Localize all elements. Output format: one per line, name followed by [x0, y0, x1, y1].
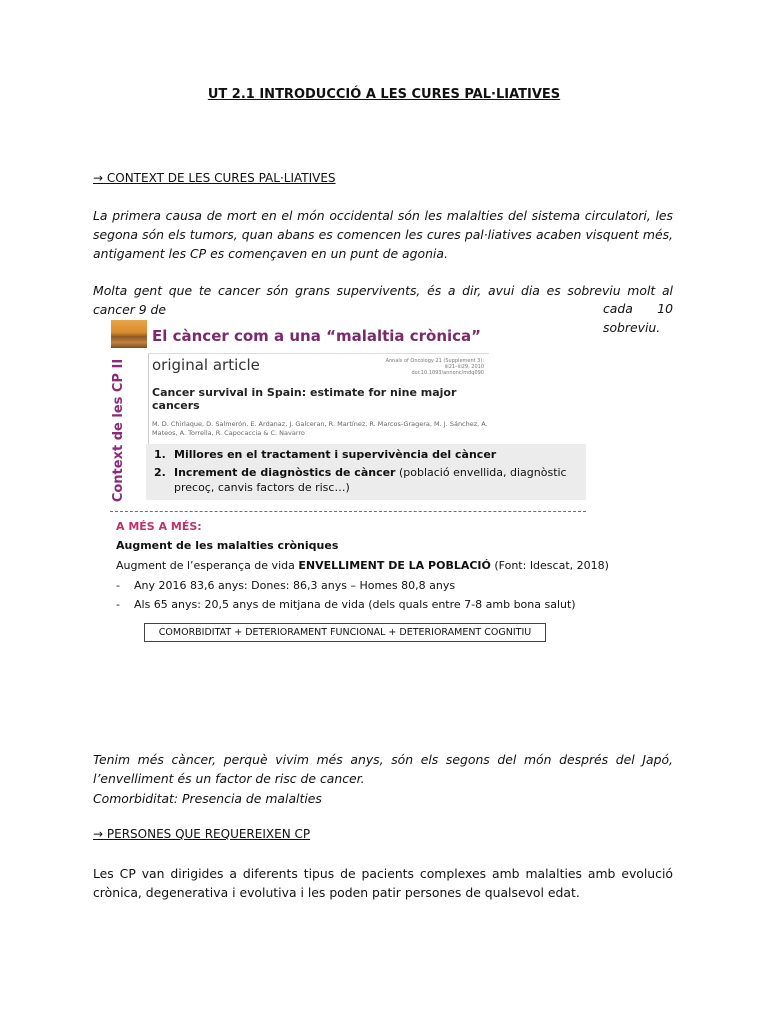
sunset-thumbnail — [111, 320, 147, 348]
page-title: UT 2.1 INTRODUCCIÓ A LES CURES PAL·LIATIVES — [207, 87, 561, 102]
item-text-rest: (població envellida, diagnòstic precoç, canvis factors de risc…) — [174, 466, 567, 494]
slide-side-label — [106, 360, 132, 500]
slide-title: El càncer com a una “malaltia crònica” — [152, 327, 482, 345]
augment-heading: Augment de les malalties cròniques — [116, 539, 339, 552]
paragraph-survivors: Molta gent que te cancer són grans supervivents, és a dir, avui dia es sobreviu molt al cancer 9 de — [93, 283, 673, 317]
comorbidity-box: COMORBIDITAT + DETERIORAMENT FUNCIONAL + DETERIORAMENT COGNITIU — [144, 623, 546, 642]
life-expectancy-pre: Augment de l’esperança de vida — [116, 559, 299, 572]
paragraph-target-patients: Les CP van dirigides a diferents tipus de pacients complexes amb malalties amb evolució crònica, degenerativa i evolutiva i les poden patir persones de qualsevol edat. — [93, 866, 673, 900]
dashed-divider — [110, 511, 586, 512]
side-label-text: Context de les CP II — [111, 358, 127, 502]
item-text — [174, 465, 586, 495]
article-title: Cancer survival in Spain: estimate for nine major cancers — [152, 386, 457, 412]
bullet-text: Als 65 anys: 20,5 anys de mitjana de vida (dels quals entre 7-8 amb bona salut) — [134, 598, 576, 611]
section-heading-context: → CONTEXT DE LES CURES PAL·LIATIVES — [93, 171, 336, 185]
bullet-text: Any 2016 83,6 anys: Dones: 86,3 anys – Homes 80,8 anys — [134, 579, 456, 592]
bullet-dash: - — [116, 598, 120, 611]
paragraph-comorbidity: Comorbiditat: Presencia de malalties — [93, 791, 322, 806]
paragraph-survivors-continuation — [603, 299, 673, 337]
word-cada: cada — [603, 301, 633, 316]
paragraph-causes: La primera causa de mort en el món occidental són les malalties del sistema circulatori, les segona són els tumors, quan abans es comencen les cures pal·liatives acaben visquent més, antigament les CP es començaven en un punt de agonia. — [93, 208, 673, 261]
paragraph-more-cancer: Tenim més càncer, perquè vivim més anys, són els segons del món després del Japó, l’envelliment és un factor de risc de cancer. — [93, 752, 673, 786]
bullet-item — [116, 598, 576, 611]
life-expectancy-bold: ENVELLIMENT DE LA POBLACIÓ — [298, 559, 491, 572]
list-item — [154, 447, 586, 462]
bullet-item — [116, 579, 455, 592]
section-heading-persons: → PERSONES QUE REQUEREIXEN CP — [93, 827, 311, 841]
ames-heading: A MÉS A MÉS: — [116, 520, 202, 533]
item-number: 1. — [154, 448, 166, 461]
reasons-list — [146, 447, 586, 495]
life-expectancy-line — [116, 559, 609, 572]
life-expectancy-post: (Font: Idescat, 2018) — [490, 559, 609, 572]
item-text: Millores en el tractament i supervivència del càncer — [174, 448, 497, 461]
list-item — [154, 465, 586, 495]
article-type-label: original article — [152, 356, 260, 374]
reasons-box — [146, 444, 586, 500]
journal-meta: Annals of Oncology 21 (Supplement 3): iii21–iii29, 2010 doi:10.1093/annonc/mdq090 — [385, 358, 484, 376]
slide-image — [108, 318, 609, 648]
word-ten: 10 — [657, 301, 673, 316]
item-text-bold: Increment de diagnòstics de càncer — [174, 466, 396, 479]
word-sobreviu: sobreviu. — [603, 320, 661, 335]
article-authors: M. D. Chirlaque, D. Salmerón, E. Ardanaz, J. Galceran, R. Martínez, R. Marcos-Gragera, M. J. Sánchez, A. Mateos, A. Torrella, R. Capocaccia & C. Navarro — [152, 420, 488, 437]
bullet-dash: - — [116, 579, 120, 592]
item-number: 2. — [154, 466, 166, 479]
